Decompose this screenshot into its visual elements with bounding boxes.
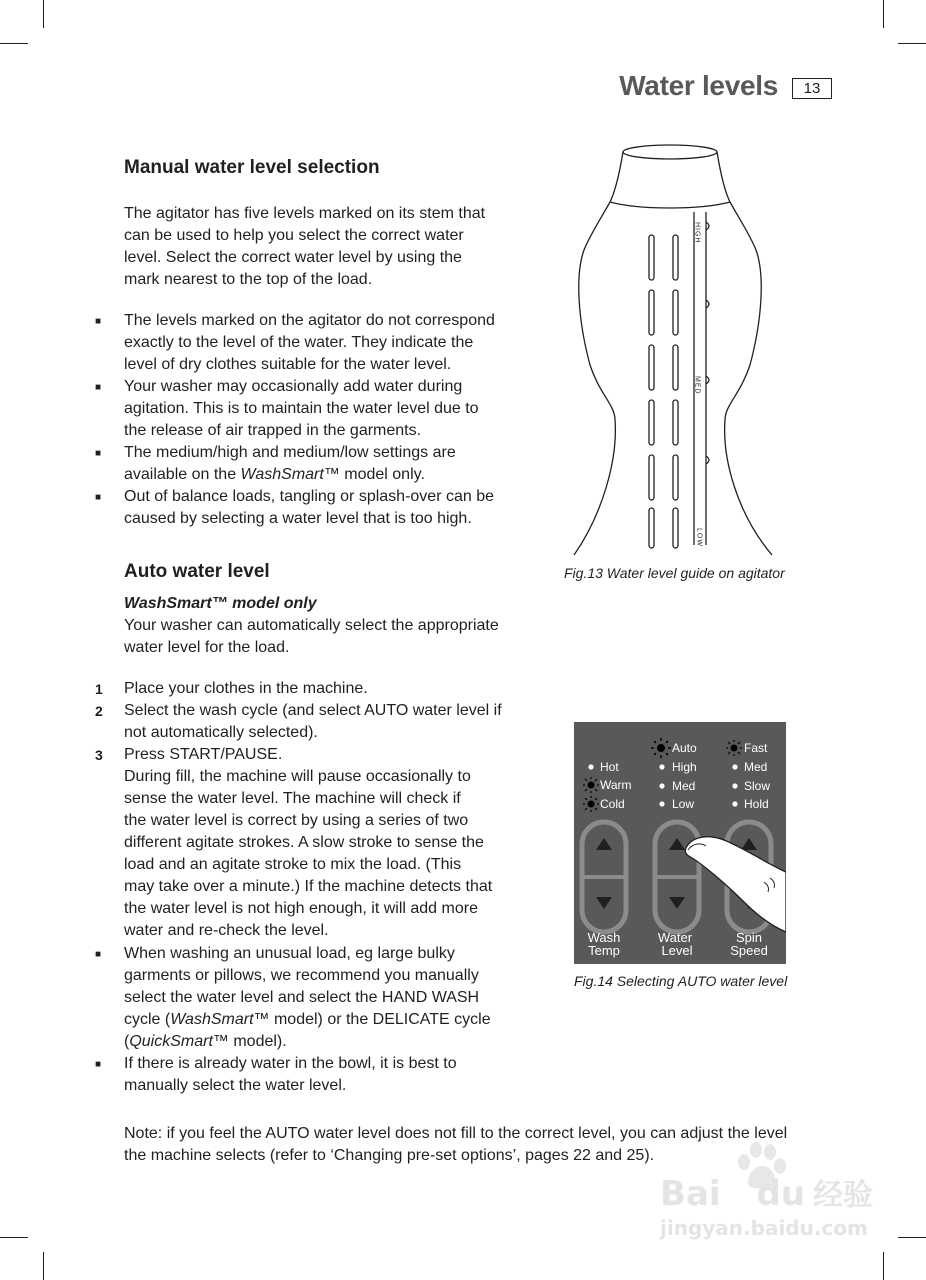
figure-caption-14: Fig.14 Selecting AUTO water level — [574, 973, 788, 989]
label-speed: Speed — [730, 943, 768, 958]
crop-mark — [43, 1252, 44, 1280]
auto-bullet-1: When washing an unusual load, eg large bulky garments or pillows, we recommend you manually select the water level and select the HAND WASH cycle (WashSmart™ model) or the DELICATE cycle (QuickSmart™ model). — [124, 945, 491, 1050]
manual-intro: The agitator has five levels marked on its stem that can be used to help you select the correct water level. Select the correct water level by using the mark nearest to the top of the load. — [124, 205, 486, 288]
auto-bullet-2: If there is already water in the bowl, it is best to manually select the water level. — [124, 1055, 457, 1094]
watermark-cn: 经验 — [813, 1178, 874, 1213]
label-spin: Spin — [735, 930, 763, 945]
manual-bullet-1: The levels marked on the agitator do not correspond exactly to the level of the water. They indicate the level of dry clothes suitable for the water level. — [124, 312, 495, 373]
indicator-lit-icon — [583, 777, 599, 793]
label-level: Level — [661, 943, 693, 958]
bullet-marker: ■ — [95, 448, 102, 459]
watermark-brand: Bai — [660, 1174, 721, 1214]
option-auto: Auto — [672, 741, 697, 755]
figure-caption-13: Fig.13 Water level guide on agitator — [564, 565, 785, 581]
indicator-dot — [732, 764, 737, 769]
indicator-lit-icon — [651, 738, 671, 758]
bullet-marker: ■ — [95, 949, 102, 960]
step-number: 1 — [95, 681, 103, 697]
level-mark-low: LOW — [695, 528, 703, 547]
indicator-lit-icon — [726, 740, 742, 756]
step-number: 2 — [95, 703, 103, 719]
section-heading-auto: Auto water level — [124, 561, 270, 582]
crop-mark — [883, 1252, 884, 1280]
label-water: Water — [657, 930, 693, 945]
indicator-dot — [732, 801, 737, 806]
page-title: Water levels — [619, 70, 778, 101]
manual-bullet-4: Out of balance loads, tangling or splash-over can be caused by selecting a water level that is too high. — [124, 488, 495, 527]
option-high: High — [672, 760, 697, 774]
crop-mark — [43, 0, 44, 28]
option-spin-med: Med — [744, 760, 768, 774]
watermark-url: jingyan.baidu.com — [660, 1216, 868, 1240]
crop-mark — [0, 1237, 28, 1238]
option-fast: Fast — [744, 741, 768, 755]
bullet-marker: ■ — [95, 382, 102, 393]
crop-mark — [0, 43, 28, 44]
bullet-marker: ■ — [95, 1059, 102, 1070]
bullet-marker: ■ — [95, 316, 102, 327]
note-paragraph: Note: if you feel the AUTO water level does not fill to the correct level, you can adjust the level the machine selects (refer to ‘Changing pre-set options’, pages 22 and 25). — [124, 1125, 788, 1164]
indicator-dot — [659, 801, 664, 806]
indicator-dot — [659, 783, 664, 788]
label-wash: Wash — [587, 930, 621, 945]
option-low: Low — [672, 797, 695, 811]
model-note: WashSmart™ model only — [124, 595, 317, 612]
indicator-dot — [659, 764, 664, 769]
level-mark-high: HIGH — [693, 222, 701, 244]
option-cold: Cold — [600, 797, 625, 811]
option-slow: Slow — [744, 779, 771, 793]
label-temp: Temp — [588, 943, 620, 958]
step-3: Press START/PAUSE. During fill, the machine will pause occasionally to sense the water level. The machine will check if the water level is correct by using a series of two different agitate strokes. A slow stroke to sense the load and an agitate stroke to mix the load. (This may take over a minute.) If the machine detects that the water level is not high enough, it will add more water and re-check the level. — [124, 746, 493, 939]
crop-mark — [898, 43, 926, 44]
step-number: 3 — [95, 747, 103, 763]
option-med: Med — [672, 779, 696, 793]
crop-mark — [883, 0, 884, 28]
agitator-illustration — [560, 140, 790, 560]
step-2: Select the wash cycle (and select AUTO water level if not automatically selected). — [124, 702, 502, 741]
watermark — [660, 1140, 900, 1250]
indicator-lit-icon — [583, 796, 599, 812]
auto-intro: Your washer can automatically select the appropriate water level for the load. — [124, 617, 499, 656]
option-hot: Hot — [600, 760, 619, 774]
control-panel-illustration — [574, 722, 786, 964]
manual-bullet-2: Your washer may occasionally add water during agitation. This is to maintain the water level due to the release of air trapped in the garments. — [124, 378, 479, 439]
manual-bullet-3: The medium/high and medium/low settings are available on the WashSmart™ model only. — [124, 444, 456, 483]
page-number: 13 — [792, 78, 832, 99]
level-mark-med: MED — [693, 376, 701, 395]
indicator-dot — [732, 783, 737, 788]
indicator-dot — [588, 764, 593, 769]
step-1: Place your clothes in the machine. — [124, 680, 368, 697]
watermark-brand-du: du — [756, 1174, 806, 1214]
crop-mark — [898, 1237, 926, 1238]
bullet-marker: ■ — [95, 492, 102, 503]
section-heading-manual: Manual water level selection — [124, 157, 380, 178]
option-hold: Hold — [744, 797, 769, 811]
option-warm: Warm — [600, 778, 632, 792]
